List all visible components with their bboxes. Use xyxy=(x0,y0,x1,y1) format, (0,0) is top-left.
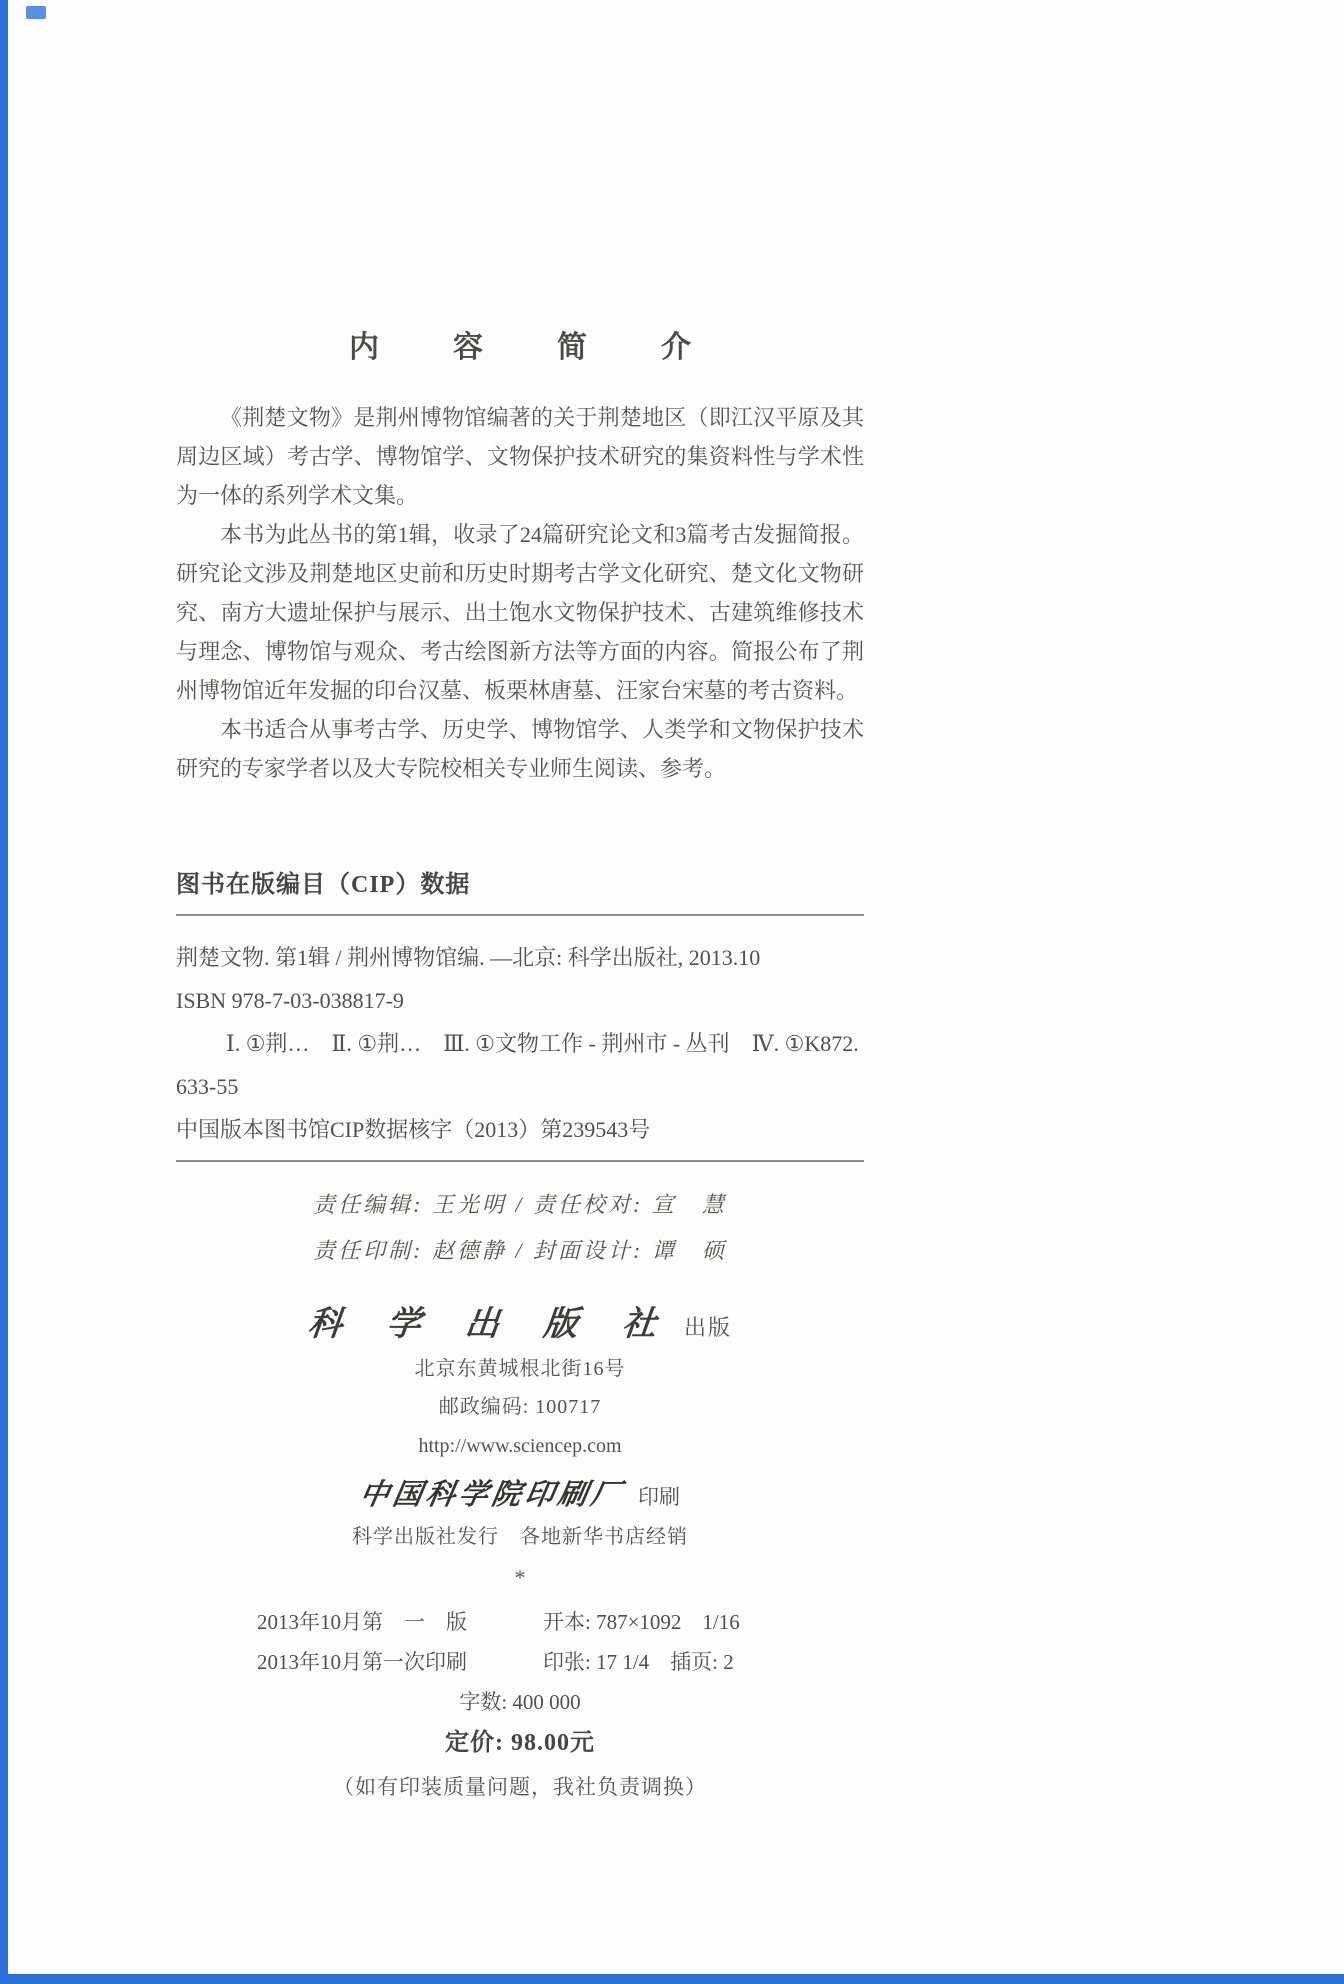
page-content xyxy=(176,0,864,1810)
cip-classification-line: Ⅰ. ①荆… Ⅱ. ①荆… Ⅲ. ①文物工作 - 荆州市 - 丛刊 Ⅳ. ①K872. xyxy=(226,1031,859,1056)
publisher-name-line xyxy=(176,1300,864,1350)
printer-suffix: 印刷 xyxy=(638,1485,680,1509)
cip-isbn-line: ISBN 978-7-03-038817-9 xyxy=(176,988,404,1013)
printer-name-calligraphy: 中国科学院印刷厂 xyxy=(357,1479,627,1511)
credit-printing-line: 责任印制: 赵德静 / 封面设计: 谭 硕 xyxy=(313,1238,727,1263)
publisher-name-calligraphy: 科 学 出 版 社 xyxy=(306,1306,676,1343)
cip-registration-line: 中国版本图书馆CIP数据核字（2013）第239543号 xyxy=(176,1117,651,1142)
credit-editor-line: 责任编辑: 王光明 / 责任校对: 宣 慧 xyxy=(313,1192,727,1217)
publisher-postcode: 邮政编码: 100717 xyxy=(438,1396,602,1418)
intro-paragraph: 《荆楚文物》是荆州博物馆编著的关于荆楚地区（即江汉平原及其周边区域）考古学、博物馆学、文物保护技术研究的集资料性与学术性为一体的系列学术文集。 xyxy=(176,405,864,508)
section-title-content-summary: 内 容 简 介 xyxy=(349,331,713,364)
edition-row-2 xyxy=(176,1642,864,1682)
printer-line xyxy=(176,1472,864,1518)
staff-credits xyxy=(176,1182,864,1274)
publisher-url: http://www.sciencep.com xyxy=(418,1435,622,1457)
scan-edge-left-strip xyxy=(0,0,8,1984)
cip-title-line: 荆楚文物. 第1辑 / 荆州博物馆编. —北京: 科学出版社, 2013.10 xyxy=(176,945,761,970)
price-line: 定价: 98.00元 xyxy=(445,1730,595,1756)
quality-note: （如有印装质量问题，我社负责调换） xyxy=(333,1775,707,1799)
cip-classification-continuation: 633-55 xyxy=(176,1074,239,1099)
intro-paragraph: 本书为此丛书的第1辑，收录了24篇研究论文和3篇考古发掘简报。研究论文涉及荆楚地区史前和历史时期考古学文化研究、楚文化文物研究、南方大遗址保护与展示、出土饱水文物保护技术、古建筑维修技术与理念、博物馆与观众、考古绘图新方法等方面的内容。简报公布了荆州博物馆近年发掘的印台汉墓、板栗林唐墓、汪家台宋墓的考古资料。 xyxy=(176,522,864,703)
edition-row-1 xyxy=(176,1602,864,1642)
publisher-name-suffix: 出版 xyxy=(683,1315,732,1340)
cip-data-block xyxy=(176,936,864,1151)
printing-date: 2013年10月第一次印刷 xyxy=(257,1650,467,1674)
intro-paragraphs xyxy=(176,398,864,788)
sheets-spec: 印张: 17 1/4 插页: 2 xyxy=(543,1650,734,1674)
intro-paragraph: 本书适合从事考古学、历史学、博物馆学、人类学和文物保护技术研究的专家学者以及大专院校相关专业师生阅读、参考。 xyxy=(176,717,864,781)
distribution-line: 科学出版社发行 各地新华书店经销 xyxy=(352,1526,688,1548)
word-count: 字数: 400 000 xyxy=(459,1690,581,1714)
edition-block xyxy=(176,1602,864,1810)
scan-corner-artifact xyxy=(26,6,46,19)
publisher-address: 北京东黄城根北街16号 xyxy=(414,1358,626,1380)
cip-heading: 图书在版编目（CIP）数据 xyxy=(176,872,471,898)
edition-date: 2013年10月第 一 版 xyxy=(257,1610,467,1634)
cip-heading-rule xyxy=(176,914,864,916)
format-spec: 开本: 787×1092 1/16 xyxy=(543,1610,740,1634)
separator-asterisk: * xyxy=(514,1565,526,1590)
cip-bottom-rule xyxy=(176,1160,864,1162)
scan-edge-bottom-strip xyxy=(0,1974,1344,1984)
publisher-block xyxy=(176,1300,864,1596)
